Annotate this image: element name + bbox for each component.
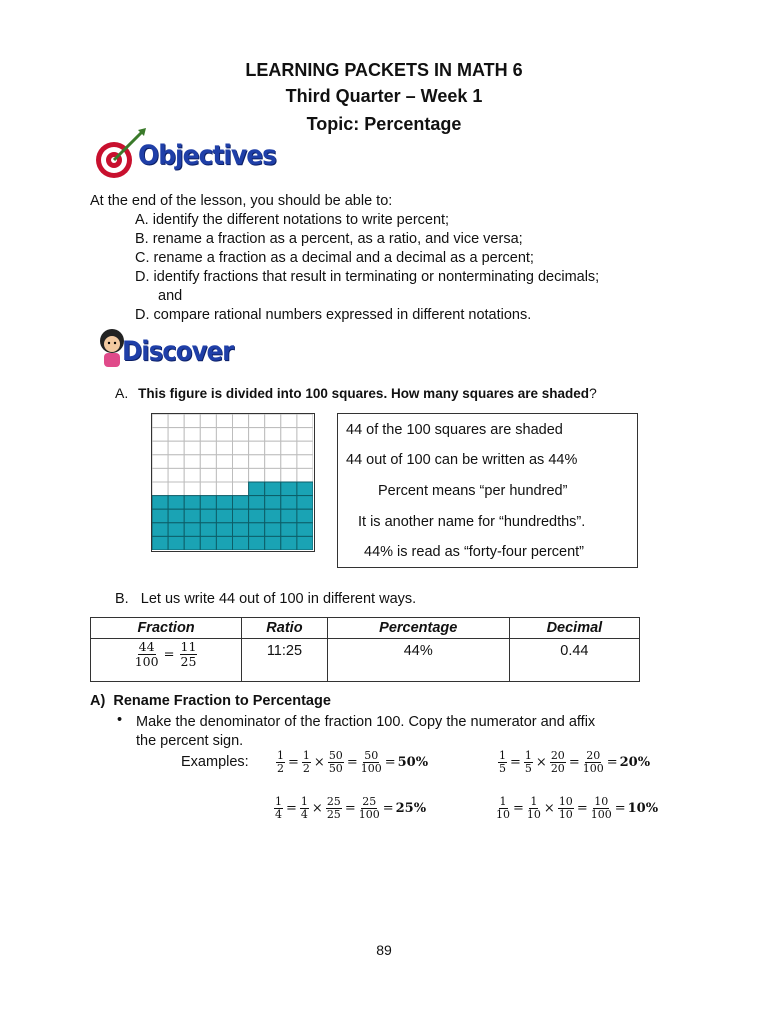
grid-square-shaded <box>200 523 216 537</box>
grid-square <box>265 441 281 455</box>
grid-square <box>249 455 265 469</box>
grid-square-shaded <box>265 482 281 496</box>
grid-square-shaded <box>281 496 297 510</box>
grid-square <box>249 428 265 442</box>
numerator: 50 <box>328 749 343 762</box>
grid-square-shaded <box>233 496 249 510</box>
grid-square-shaded <box>200 496 216 510</box>
grid-square-shaded <box>297 482 313 496</box>
numerator: 25 <box>326 795 341 808</box>
grid-square-shaded <box>233 536 249 550</box>
equals-sign: = <box>576 801 588 816</box>
fraction <box>558 796 574 821</box>
objective-item: and <box>158 288 183 304</box>
fraction <box>302 750 311 775</box>
grid-square-shaded <box>200 536 216 550</box>
grid-square-shaded <box>297 496 313 510</box>
grid-square-shaded <box>233 509 249 523</box>
example-equation <box>497 750 650 775</box>
result-percent: 10% <box>627 801 659 816</box>
grid-square <box>233 455 249 469</box>
grid-square <box>216 414 232 428</box>
document-subtitle: Third Quarter – Week 1 <box>285 86 483 106</box>
objective-item: C. rename a fraction as a decimal and a decimal as a percent; <box>135 250 534 266</box>
document-title: LEARNING PACKETS IN MATH 6 <box>245 60 523 80</box>
grid-square-shaded <box>200 509 216 523</box>
question-a <box>115 385 597 401</box>
denominator: 2 <box>277 762 284 775</box>
part-b-intro: B. Let us write 44 out of 100 in different ways. <box>115 591 417 607</box>
numerator: 1 <box>524 749 532 762</box>
rename-text-line: the percent sign. <box>136 733 244 749</box>
result-percent: 25% <box>395 801 427 816</box>
numerator: 25 <box>362 795 377 808</box>
grid-square <box>281 414 297 428</box>
grid-square <box>297 441 313 455</box>
grid-square <box>184 414 200 428</box>
fraction-cell <box>91 639 242 682</box>
hundred-grid <box>151 413 315 552</box>
denominator: 100 <box>590 808 612 821</box>
grid-square <box>152 441 168 455</box>
col-percentage: Percentage <box>327 618 509 639</box>
explanation-box <box>337 413 638 568</box>
numerator: 10 <box>594 795 609 808</box>
grid-square <box>233 428 249 442</box>
fraction <box>328 750 344 775</box>
grid-square-shaded <box>184 496 200 510</box>
discover-heading: Discover <box>122 336 234 367</box>
fraction-denominator: 25 <box>180 654 197 669</box>
equals-sign: = <box>614 801 626 816</box>
grid-square-shaded <box>281 482 297 496</box>
fraction <box>276 750 285 775</box>
objective-item: D. compare rational numbers expressed in different notations. <box>135 307 532 323</box>
grid-square-shaded <box>249 482 265 496</box>
grid-square <box>152 455 168 469</box>
times-sign: × <box>313 755 325 770</box>
ratio-cell: 11:25 <box>242 639 328 682</box>
grid-square <box>233 414 249 428</box>
col-ratio: Ratio <box>242 618 328 639</box>
example-equation <box>273 796 426 821</box>
times-sign: × <box>311 801 323 816</box>
grid-square <box>152 482 168 496</box>
rename-text-line: Make the denominator of the fraction 100. Copy the numerator and affix <box>136 714 596 730</box>
numerator: 1 <box>499 749 506 762</box>
grid-square <box>168 468 184 482</box>
grid-square <box>216 441 232 455</box>
grid-square-shaded <box>216 509 232 523</box>
fraction <box>498 750 507 775</box>
grid-square <box>233 482 249 496</box>
equals-sign: = <box>568 755 580 770</box>
box-line: It is another name for “hundredths”. <box>358 514 586 530</box>
numerator: 20 <box>550 749 565 762</box>
fraction-numerator: 44 <box>138 639 155 654</box>
grid-square-shaded <box>265 523 281 537</box>
equals-sign: = <box>384 755 396 770</box>
grid-square <box>281 455 297 469</box>
objective-item: B. rename a fraction as a percent, as a ratio, and vice versa; <box>135 231 523 247</box>
objectives-heading: Objectives <box>138 140 276 171</box>
fraction <box>527 796 541 821</box>
denominator: 100 <box>582 762 604 775</box>
grid-square <box>297 468 313 482</box>
denominator: 2 <box>302 762 310 775</box>
grid-square <box>281 468 297 482</box>
equals-sign: = <box>163 647 175 663</box>
grid-square <box>233 468 249 482</box>
grid-square-shaded <box>281 523 297 537</box>
grid-square <box>200 482 216 496</box>
grid-square-shaded <box>265 496 281 510</box>
numerator: 50 <box>364 749 379 762</box>
grid-square-shaded <box>265 536 281 550</box>
grid-square <box>265 455 281 469</box>
equals-sign: = <box>346 755 358 770</box>
grid-square-shaded <box>152 496 168 510</box>
grid-square-shaded <box>249 509 265 523</box>
grid-square <box>233 441 249 455</box>
grid-square-shaded <box>297 523 313 537</box>
grid-square <box>265 428 281 442</box>
grid-square <box>216 428 232 442</box>
objective-item: A. identify the different notations to write percent; <box>135 212 450 228</box>
objective-item: D. identify fractions that result in terminating or nonterminating decimals; <box>135 269 600 285</box>
grid-square-shaded <box>233 523 249 537</box>
fraction <box>300 796 309 821</box>
objectives-intro: At the end of the lesson, you should be able to: <box>90 193 393 209</box>
grid-square <box>265 414 281 428</box>
bullet-icon: • <box>117 712 123 728</box>
denominator: 100 <box>360 762 382 775</box>
grid-square <box>184 428 200 442</box>
grid-square <box>168 414 184 428</box>
equals-sign: = <box>382 801 394 816</box>
page-number: 89 <box>376 942 392 958</box>
grid-square <box>200 441 216 455</box>
numerator: 20 <box>586 749 601 762</box>
numerator: 1 <box>499 795 507 808</box>
example-equation <box>495 796 658 821</box>
grid-square-shaded <box>216 496 232 510</box>
grid-square <box>184 482 200 496</box>
grid-square <box>184 455 200 469</box>
numerator: 1 <box>302 749 310 762</box>
fraction <box>550 750 566 775</box>
fraction <box>274 796 283 821</box>
grid-square-shaded <box>297 509 313 523</box>
grid-square <box>184 468 200 482</box>
col-fraction: Fraction <box>91 618 242 639</box>
denominator: 4 <box>300 808 308 821</box>
box-line: 44% is read as “forty-four percent” <box>364 544 585 560</box>
grid-square <box>168 455 184 469</box>
grid-square-shaded <box>281 536 297 550</box>
box-line: 44 out of 100 can be written as 44% <box>346 452 578 468</box>
grid-square <box>200 414 216 428</box>
rename-heading: A) Rename Fraction to Percentage <box>90 693 331 709</box>
fraction-numerator: 11 <box>180 639 197 654</box>
grid-square <box>265 468 281 482</box>
numerator: 1 <box>277 749 284 762</box>
grid-square <box>249 414 265 428</box>
times-sign: × <box>535 755 547 770</box>
question-a-text: This figure is divided into 100 squares. How many squares are shaded <box>138 386 590 401</box>
fraction <box>326 796 342 821</box>
grid-square-shaded <box>168 496 184 510</box>
times-sign: × <box>543 801 555 816</box>
notation-table <box>90 617 640 682</box>
grid-square-shaded <box>249 536 265 550</box>
grid-square <box>297 428 313 442</box>
table-row <box>91 639 640 682</box>
grid-square <box>200 455 216 469</box>
percentage-cell: 44% <box>327 639 509 682</box>
grid-square-shaded <box>184 536 200 550</box>
table-header-row <box>91 618 640 639</box>
fraction-denominator: 100 <box>134 654 159 669</box>
denominator: 50 <box>328 762 343 775</box>
topic-title: Topic: Percentage <box>306 114 462 134</box>
grid-square-shaded <box>216 523 232 537</box>
grid-square <box>168 428 184 442</box>
denominator: 5 <box>499 762 506 775</box>
grid-square <box>152 468 168 482</box>
result-percent: 20% <box>619 755 651 770</box>
grid-square-shaded <box>216 536 232 550</box>
numerator: 1 <box>275 795 282 808</box>
numerator: 1 <box>530 795 538 808</box>
grid-square <box>249 441 265 455</box>
equals-sign: = <box>513 801 524 816</box>
grid-square-shaded <box>168 523 184 537</box>
grid-square <box>200 428 216 442</box>
box-line: 44 of the 100 squares are shaded <box>346 422 563 438</box>
grid-square-shaded <box>249 496 265 510</box>
question-a-prefix: A. <box>115 385 129 401</box>
fraction <box>524 750 533 775</box>
result-percent: 50% <box>397 755 429 770</box>
examples-label: Examples: <box>181 754 249 770</box>
grid-square <box>297 414 313 428</box>
denominator: 10 <box>496 808 510 821</box>
grid-square-shaded <box>184 509 200 523</box>
grid-square-shaded <box>152 536 168 550</box>
fraction <box>361 750 382 775</box>
fraction <box>591 796 612 821</box>
numerator: 10 <box>558 795 573 808</box>
fraction <box>496 796 510 821</box>
grid-square <box>216 482 232 496</box>
equals-sign: = <box>288 755 299 770</box>
grid-square <box>281 441 297 455</box>
grid-square <box>168 441 184 455</box>
denominator: 10 <box>558 808 573 821</box>
grid-square <box>152 414 168 428</box>
fraction <box>583 750 604 775</box>
denominator: 20 <box>550 762 565 775</box>
denominator: 4 <box>275 808 282 821</box>
grid-square-shaded <box>152 509 168 523</box>
grid-square-shaded <box>152 523 168 537</box>
grid-square <box>216 455 232 469</box>
grid-square-shaded <box>281 509 297 523</box>
grid-square-shaded <box>168 536 184 550</box>
grid-square <box>297 455 313 469</box>
fraction <box>359 796 380 821</box>
grid-square <box>184 441 200 455</box>
col-decimal: Decimal <box>509 618 639 639</box>
denominator: 100 <box>358 808 380 821</box>
box-line: Percent means “per hundred” <box>378 483 568 499</box>
question-a-mark: ? <box>589 385 597 401</box>
equals-sign: = <box>344 801 356 816</box>
grid-square-shaded <box>184 523 200 537</box>
equals-sign: = <box>510 755 521 770</box>
equals-sign: = <box>606 755 618 770</box>
grid-square-shaded <box>265 509 281 523</box>
numerator: 1 <box>300 795 308 808</box>
grid-square <box>216 468 232 482</box>
grid-square-shaded <box>249 523 265 537</box>
example-equation <box>275 750 428 775</box>
grid-square-shaded <box>297 536 313 550</box>
denominator: 25 <box>326 808 341 821</box>
grid-square-shaded <box>168 509 184 523</box>
grid-square <box>281 428 297 442</box>
denominator: 5 <box>524 762 532 775</box>
grid-square <box>200 468 216 482</box>
grid-square <box>152 428 168 442</box>
denominator: 10 <box>526 808 541 821</box>
grid-square <box>249 468 265 482</box>
equals-sign: = <box>286 801 297 816</box>
grid-square <box>168 482 184 496</box>
rename-instructions <box>136 713 595 751</box>
decimal-cell: 0.44 <box>509 639 639 682</box>
